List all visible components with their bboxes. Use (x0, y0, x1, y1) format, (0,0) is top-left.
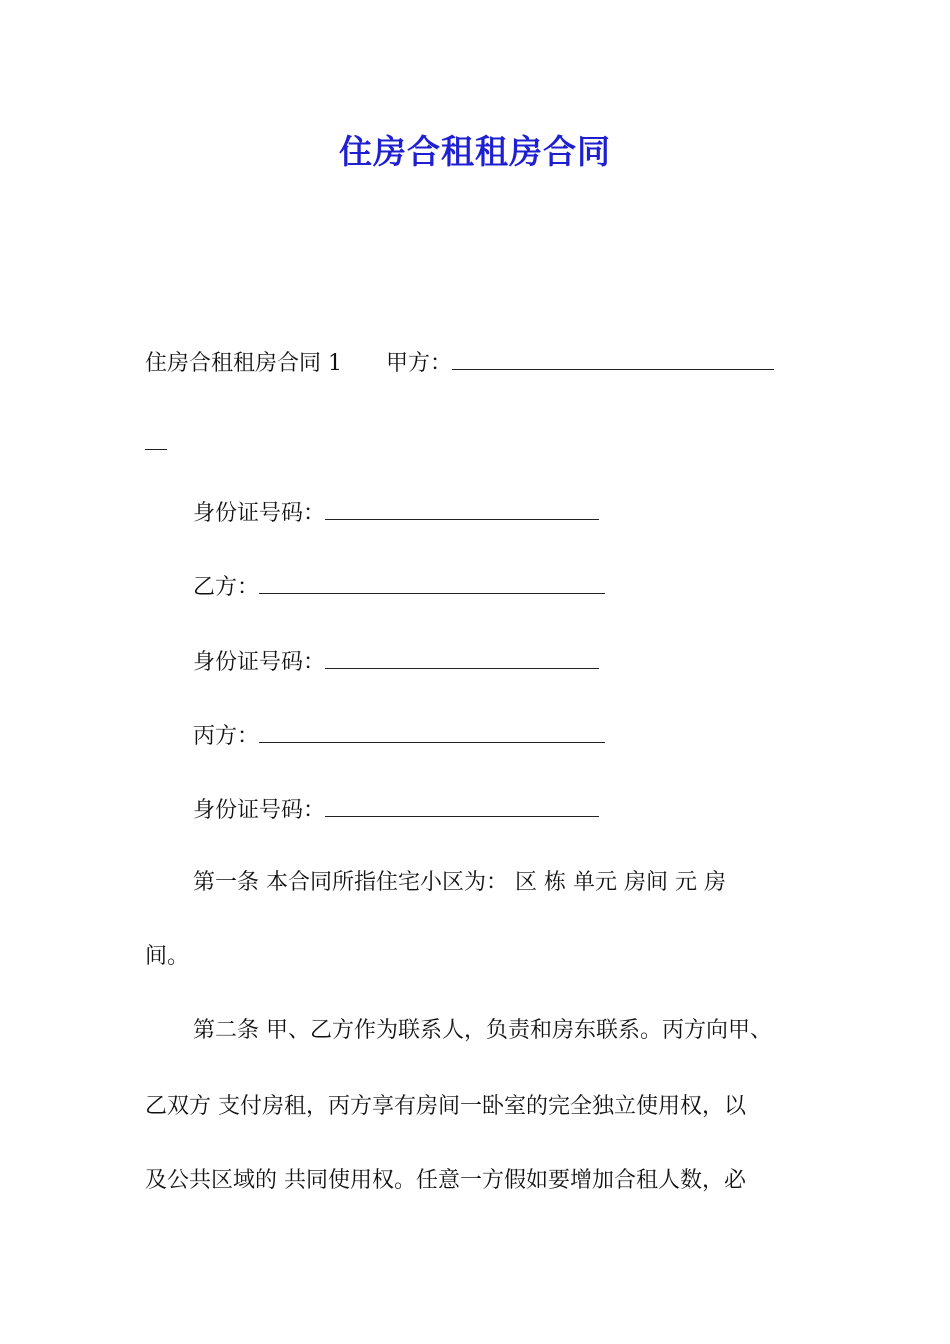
party-c-id-line (193, 792, 599, 826)
document-title: 住房合租租房合同 (339, 132, 611, 171)
party-b-line (193, 569, 605, 603)
id-number-label: 身份证号码： (193, 650, 326, 675)
party-a-id-line (193, 495, 599, 529)
party-a-blank-continuation (145, 425, 167, 459)
party-b-label: 乙方： (193, 575, 260, 600)
party-c-line (193, 718, 605, 752)
id-number-blank (325, 644, 599, 669)
party-c-label: 丙方： (193, 724, 260, 749)
article-1-line-1: 第一条 本合同所指住宅小区为： 区 栋 单元 房间 元 房 (193, 870, 726, 895)
party-b-id-line (193, 644, 599, 678)
party-c-blank (259, 718, 605, 743)
id-number-label: 身份证号码： (193, 798, 326, 823)
article-1-line-2: 间。 (145, 944, 190, 969)
party-a-line (145, 345, 774, 379)
id-number-blank (325, 792, 599, 817)
party-a-label: 甲方： (386, 351, 453, 376)
article-2-line-3: 及公共区域的 共同使用权。任意一方假如要增加合租人数，必 (145, 1168, 746, 1193)
contract-heading-label: 住房合租租房合同 1 (145, 351, 342, 376)
id-number-blank (325, 495, 599, 520)
id-number-label: 身份证号码： (193, 501, 326, 526)
article-2-line-2: 乙双方 支付房租，丙方享有房间一卧室的完全独立使用权，以 (145, 1094, 746, 1119)
party-b-blank (259, 569, 605, 594)
article-2-line-1: 第二条 甲、乙方作为联系人，负责和房东联系。丙方向甲、 (193, 1018, 772, 1043)
party-a-blank (452, 345, 774, 370)
